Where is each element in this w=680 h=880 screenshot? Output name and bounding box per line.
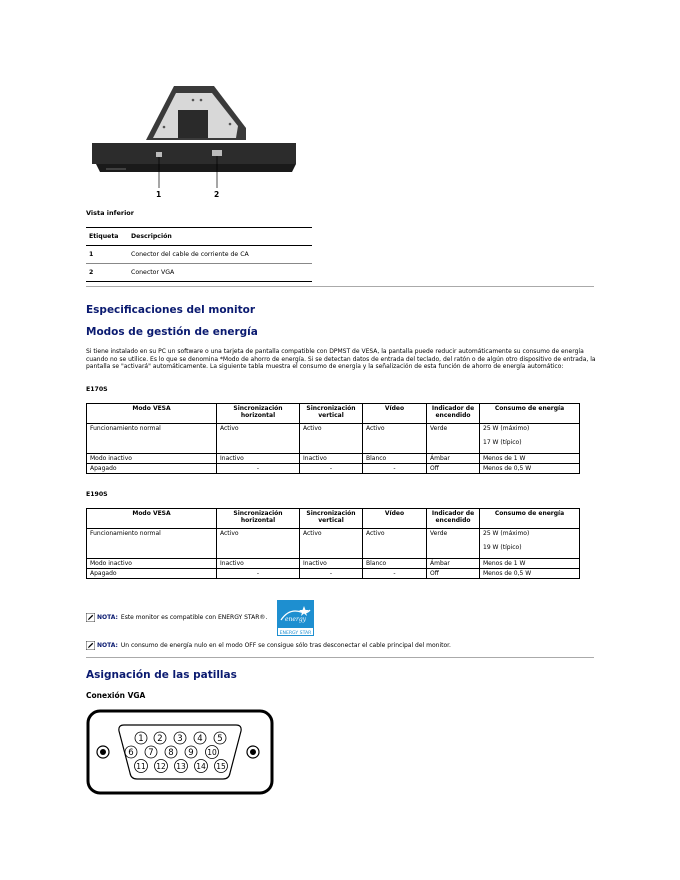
col-header: Sincronización horizontal (217, 404, 300, 424)
cell-power (480, 424, 580, 454)
power-paragraph: Si tiene instalado en su PC un software o una tarjeta de pantalla compatible con DPMST de VESA, la pantalla puede reducir automáticamente su consumo de energía cuando no se utilice. Es lo que se denomina *Modo de ahorro de energía. Si se detectan datos de entrada del teclado, del ratón o de algún otro dispositivo de entrada, la pantalla se "activará" automáticamente. La siguiente tabla muestra el consumo de energía y la señalización de esta función de ahorro de energía automático: (86, 348, 596, 371)
callout-2: 2 (214, 190, 220, 199)
power-max: 25 W (máximo) (483, 425, 530, 432)
row-label: 2 (86, 264, 128, 282)
svg-text:energy: energy (285, 616, 307, 623)
table-row (87, 569, 580, 579)
col-header: Sincronización horizontal (217, 509, 300, 529)
cell-video: Blanco (363, 559, 427, 569)
table-row (87, 559, 580, 569)
svg-text:ENERGY STAR: ENERGY STAR (279, 631, 312, 636)
cell-power: Menos de 1 W (480, 559, 580, 569)
note-off-mode (86, 641, 451, 650)
col-header: Vídeo (363, 404, 427, 424)
cell-mode: Funcionamiento normal (87, 529, 217, 559)
col-header: Consumo de energía (480, 509, 580, 529)
pin-13: 13 (176, 762, 186, 771)
pin-6: 6 (128, 748, 134, 758)
cell-mode: Funcionamiento normal (87, 424, 217, 454)
cell-video: - (363, 464, 427, 474)
power-table-e170s (86, 403, 580, 474)
specs-heading: Especificaciones del monitor (86, 304, 256, 316)
cell-power (480, 529, 580, 559)
section-divider (86, 286, 594, 287)
cell-vsync: Inactivo (300, 454, 363, 464)
cell-hsync: - (217, 464, 300, 474)
pin-assignment-heading: Asignación de las patillas (86, 669, 237, 681)
col-header: Sincronización vertical (300, 404, 363, 424)
cell-vsync: - (300, 464, 363, 474)
description-header: Descripción (128, 228, 312, 246)
cell-video: - (363, 569, 427, 579)
cell-vsync: Activo (300, 424, 363, 454)
cell-mode: Modo inactivo (87, 454, 217, 464)
cell-led: Verde (427, 424, 480, 454)
pin-9: 9 (188, 748, 194, 758)
pin-7: 7 (148, 748, 154, 758)
pin-15: 15 (216, 762, 226, 771)
row-label: 1 (86, 246, 128, 264)
monitor-bottom-view-figure (86, 80, 300, 200)
power-table-e190s (86, 508, 580, 579)
label-header: Etiqueta (86, 228, 128, 246)
col-header: Modo VESA (87, 509, 217, 529)
col-header: Vídeo (363, 509, 427, 529)
pin-10: 10 (207, 748, 217, 757)
callout-1: 1 (156, 190, 162, 199)
section-divider (86, 657, 594, 658)
power-max: 25 W (máximo) (483, 530, 530, 537)
cell-hsync: Inactivo (217, 559, 300, 569)
cell-video: Activo (363, 424, 427, 454)
power-modes-heading: Modos de gestión de energía (86, 326, 258, 338)
col-header: Modo VESA (87, 404, 217, 424)
table-row (87, 424, 580, 454)
cell-power: Menos de 0,5 W (480, 464, 580, 474)
row-description: Conector VGA (128, 264, 312, 282)
note-energy-star (86, 613, 267, 622)
label-table (86, 227, 312, 282)
power-connector (156, 152, 162, 157)
cell-mode: Modo inactivo (87, 559, 217, 569)
table-row (87, 529, 580, 559)
note-text: Este monitor es compatible con ENERGY STAR®. (120, 614, 268, 621)
monitor-bottom (92, 143, 296, 164)
cell-mode: Apagado (87, 569, 217, 579)
cell-vsync: - (300, 569, 363, 579)
pin-12: 12 (156, 762, 166, 771)
col-header: Consumo de energía (480, 404, 580, 424)
table-row (87, 464, 580, 474)
cell-led: Off (427, 464, 480, 474)
note-pencil-icon (86, 641, 95, 650)
model-e170s: E170S (86, 386, 108, 393)
table-row (86, 264, 312, 282)
pin-1: 1 (138, 734, 144, 744)
cell-hsync: Activo (217, 529, 300, 559)
table-row (86, 246, 312, 264)
vga-connector-diagram (86, 709, 274, 797)
energy-star-logo (277, 600, 314, 636)
note-pencil-icon (86, 613, 95, 622)
vga-connector (212, 150, 222, 156)
cell-video: Blanco (363, 454, 427, 464)
pin-5: 5 (217, 734, 223, 744)
stand-neck (178, 110, 208, 138)
cell-video: Activo (363, 529, 427, 559)
vga-connection-heading: Conexión VGA (86, 691, 146, 700)
col-header: Indicador de encendido (427, 509, 480, 529)
cell-hsync: Activo (217, 424, 300, 454)
cell-vsync: Inactivo (300, 559, 363, 569)
note-label: NOTA: (97, 614, 118, 621)
pin-11: 11 (136, 762, 146, 771)
cell-led: Verde (427, 529, 480, 559)
power-typical: 17 W (típico) (483, 439, 522, 446)
col-header: Indicador de encendido (427, 404, 480, 424)
power-typical: 19 W (típico) (483, 544, 522, 551)
table-row (87, 454, 580, 464)
cell-power: Menos de 1 W (480, 454, 580, 464)
cell-hsync: - (217, 569, 300, 579)
cell-mode: Apagado (87, 464, 217, 474)
pin-2: 2 (157, 734, 163, 744)
cell-hsync: Inactivo (217, 454, 300, 464)
cell-led: Off (427, 569, 480, 579)
cell-power: Menos de 0,5 W (480, 569, 580, 579)
pin-8: 8 (168, 748, 174, 758)
note-label: NOTA: (97, 642, 118, 649)
figure-caption: Vista inferior (86, 209, 134, 217)
col-header: Sincronización vertical (300, 509, 363, 529)
cell-vsync: Activo (300, 529, 363, 559)
row-description: Conector del cable de corriente de CA (128, 246, 312, 264)
pin-4: 4 (197, 734, 203, 744)
cell-led: Ámbar (427, 559, 480, 569)
pin-3: 3 (177, 734, 183, 744)
note-text: Un consumo de energía nulo en el modo OFF se consigue sólo tras desconectar el cable principal del monitor. (120, 642, 451, 649)
cell-led: Ámbar (427, 454, 480, 464)
model-e190s: E190S (86, 491, 108, 498)
pin-14: 14 (196, 762, 206, 771)
